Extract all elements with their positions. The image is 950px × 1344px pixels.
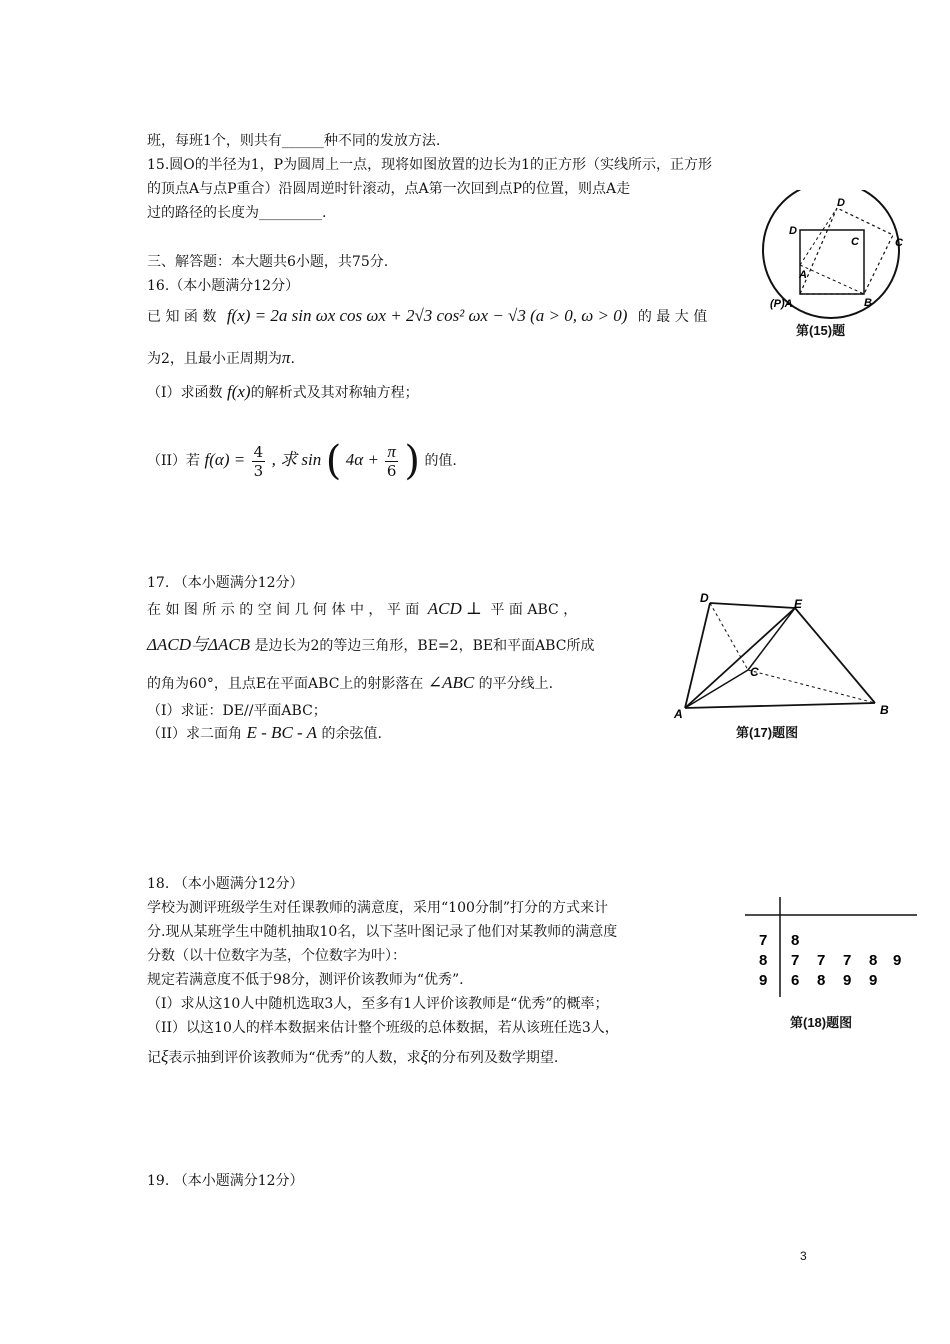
leaf: 9: [869, 972, 878, 989]
text: 的余弦值.: [321, 726, 382, 742]
edge-DE: [710, 603, 795, 608]
figure-15-caption: 第(15)题: [796, 323, 846, 338]
problem-16-part-1: [147, 383, 419, 402]
problem-15-line-2: 的顶点A与点P重合）沿圆周逆时针滚动，点A第一次回到点P的位置，则点A走: [147, 181, 631, 197]
problem-18-part-3: [147, 1048, 558, 1067]
fig15-dash: [800, 265, 864, 294]
fig17-label: B: [880, 703, 889, 717]
problem-16-line-2: 为2，且最小正周期为π.: [147, 348, 295, 367]
fig15-label: C: [851, 236, 859, 248]
figure-18-stem-leaf: [745, 897, 920, 997]
problem-17-part-2: [147, 724, 382, 743]
fig17-label: A: [674, 707, 683, 721]
problem-18-line-1: 学校为测评班级学生对任课教师的满意度，采用“100分制”打分的方式来计: [147, 900, 609, 916]
text: 的解析式及其对称轴方程；: [250, 385, 419, 401]
edge-AB: [685, 703, 875, 708]
problem-16-part-2: （II）若 f(α) = $\frac{4}{3}$ , 求 sin ( 4α + $\frac{\pi}{6}$ ) 的值.: [147, 438, 457, 484]
problem-17-line-1: [147, 600, 577, 619]
problem-17-part-1: （I）求证：DE//平面ABC；: [147, 703, 327, 719]
fig15-dash: [800, 208, 837, 265]
problem-17-heading: 17. （本小题满分12分）: [147, 575, 304, 591]
dihedral-angle: E - BC - A: [246, 723, 318, 742]
text: 的值.: [424, 453, 457, 469]
text: （II）若: [147, 453, 201, 469]
problem-15-line-1: 15.圆O的半径为1，P为圆周上一点，现将如图放置的边长为1的正方形（实线所示，正方形: [147, 157, 712, 173]
xi-symbol: ξ: [420, 1047, 428, 1066]
leaf: 7: [791, 952, 800, 969]
section-heading: 三、解答题：本大题共6小题，共75分.: [147, 254, 389, 270]
leaf: 8: [869, 952, 878, 969]
text: 的角为60°，且点E在平面ABC上的射影落在: [147, 676, 424, 692]
fig15-label: A: [799, 269, 807, 281]
problem-16-heading: 16.（本小题满分12分）: [147, 278, 300, 294]
text: （II）求二面角: [147, 726, 243, 742]
text: 是边长为2的等边三角形，BE=2，BE和平面ABC所成: [254, 638, 595, 654]
problem-18-line-4: 规定若满意度不低于98分，测评价该教师为“优秀”.: [147, 972, 464, 988]
text-line: 班，每班1个，则共有______种不同的发放方法.: [147, 133, 441, 149]
leaf: 6: [791, 972, 800, 989]
fig15-label: (P)A: [770, 298, 793, 310]
fraction-pi-6: $\frac{\pi}{6}$: [386, 441, 397, 480]
text: 为2，且最小正周期为: [147, 351, 282, 367]
pi-symbol: π: [281, 348, 291, 367]
fig15-label: C: [895, 237, 903, 249]
problem-18-line-3: 分数（以十位数字为茎，个位数字为叶）：: [147, 948, 406, 964]
text: 表示抽到评价该教师为“优秀”的人数，求: [168, 1050, 421, 1066]
sin-argument: 4α +: [345, 450, 379, 469]
edge-EB: [795, 608, 875, 703]
angle-abc: ∠ABC: [427, 673, 475, 692]
edge-AC: [685, 670, 748, 708]
edge-DC: [710, 603, 748, 670]
fx-symbol: f(x): [226, 382, 251, 401]
problem-18-line-2: 分.现从某班学生中随机抽取10名，以下茎叶图记录了他们对某教师的满意度: [147, 924, 618, 940]
function-definition: f(x) = 2a sin ωx cos ωx + 2√3 cos² ωx − √3 (a > 0, ω > 0): [226, 306, 628, 325]
xi-symbol: ξ: [161, 1047, 169, 1066]
triangle-pair: ΔACD与ΔACB: [147, 635, 251, 654]
stem: 9: [759, 972, 768, 989]
problem-16-line-1: [147, 307, 707, 326]
figure-17-caption: 第(17)题图: [736, 725, 799, 740]
problem-18-heading: 18. （本小题满分12分）: [147, 876, 304, 892]
problem-18-part-1: （I）求从这10人中随机选取3人，至多有1人评价该教师是“优秀”的概率；: [147, 996, 609, 1012]
text: 的 最 大 值: [637, 309, 708, 325]
edge-CE: [748, 608, 795, 670]
edge-AE: [685, 608, 795, 708]
edge-CB: [748, 670, 875, 703]
leaf: 7: [817, 952, 826, 969]
leaf: 8: [817, 972, 826, 989]
fig17-label: C: [750, 665, 759, 679]
stem: 8: [759, 952, 768, 969]
fig15-label: B: [864, 297, 872, 309]
page-number: 3: [800, 1249, 807, 1263]
fraction-4-3: $\frac{4}{3}$: [253, 442, 264, 480]
text: 平 面 ABC ，: [490, 602, 578, 618]
problem-17-line-2: [147, 636, 594, 655]
text: （I）求函数: [147, 385, 223, 401]
text: 在 如 图 所 示 的 空 间 几 何 体 中 ， 平 面: [147, 602, 420, 618]
problem-18-part-2: （II）以这10人的样本数据来估计整个班级的总体数据，若从该班任选3人，: [147, 1020, 619, 1036]
fig17-label: E: [794, 597, 803, 611]
stem: 7: [759, 932, 768, 949]
figure-17: [670, 588, 910, 723]
fig15-label: D: [837, 197, 845, 209]
problem-17-line-3: [147, 674, 553, 693]
leaf: 8: [791, 932, 800, 949]
figure-18-caption: 第(18)题图: [790, 1015, 853, 1030]
problem-19-heading: 19. （本小题满分12分）: [147, 1173, 304, 1189]
text: 已 知 函 数: [147, 309, 217, 325]
leaf: 9: [893, 952, 902, 969]
ask-sin: , 求 sin: [271, 450, 322, 469]
problem-15-line-3: 过的路径的长度为_________.: [147, 205, 327, 221]
leaf: 9: [843, 972, 852, 989]
fig17-label: D: [700, 591, 709, 605]
leaf: 7: [843, 952, 852, 969]
text: 的分布列及数学期望.: [427, 1050, 559, 1066]
text: 记: [147, 1050, 161, 1066]
fig15-label: D: [789, 225, 797, 237]
fig15-rolled-square: [800, 208, 893, 294]
edge-AD: [685, 603, 710, 708]
text: 的平分线上.: [478, 676, 554, 692]
plane-perp: ACD ⊥: [427, 599, 483, 618]
f-alpha: f(α) =: [204, 450, 246, 469]
